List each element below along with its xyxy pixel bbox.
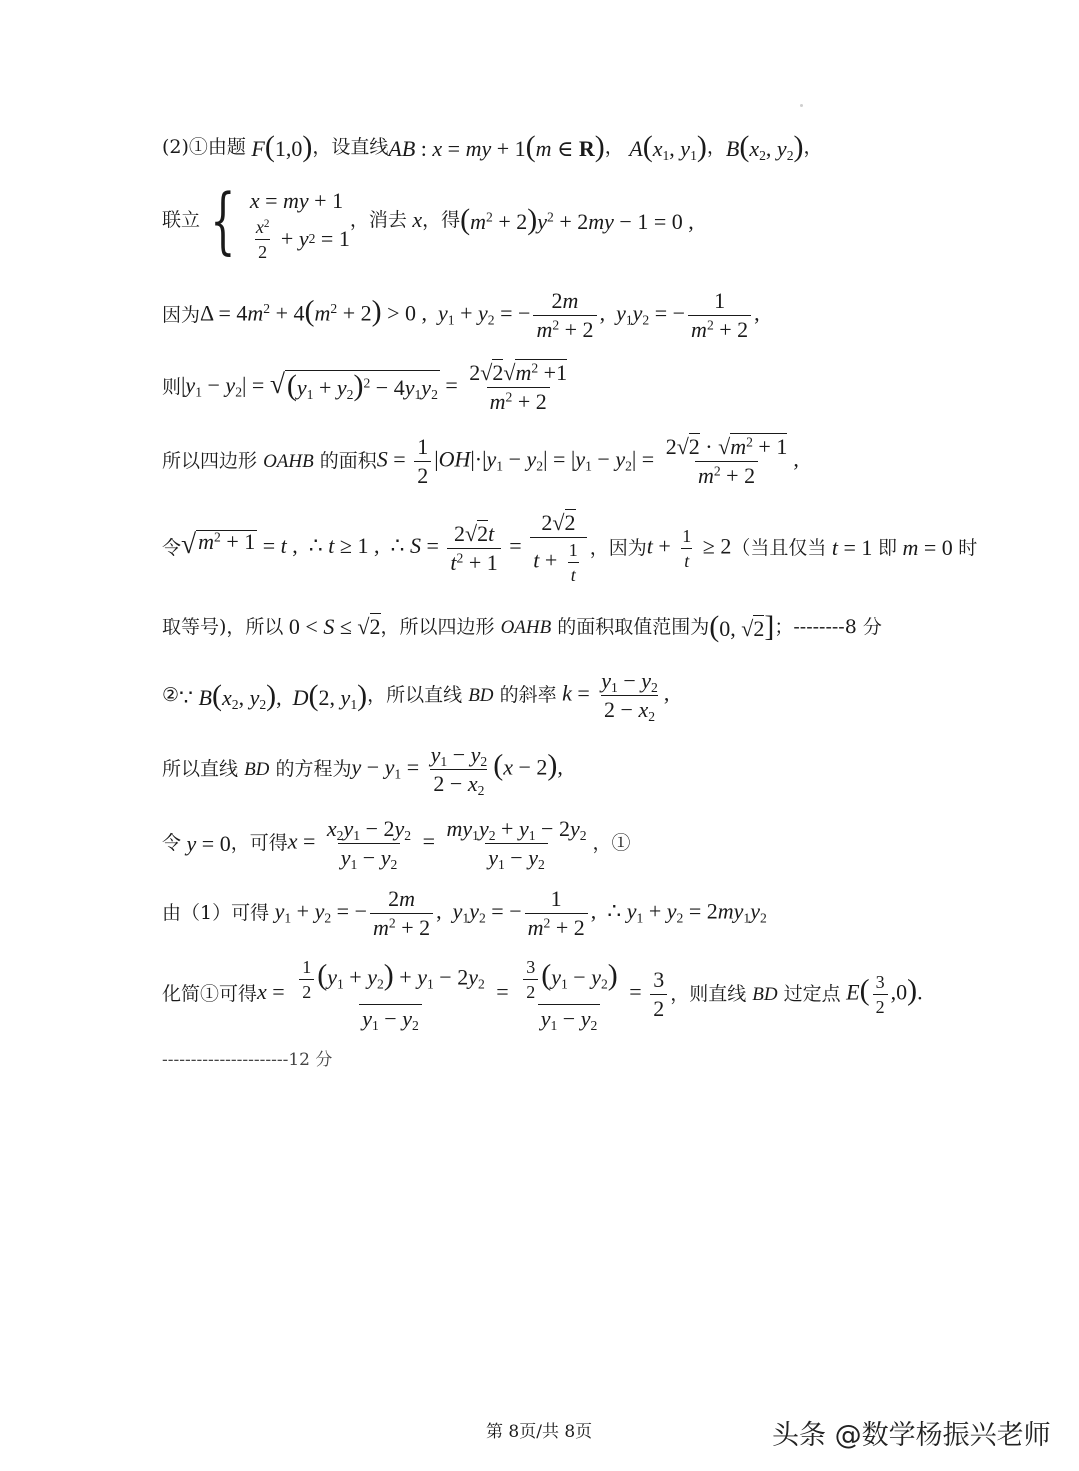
line-13: ----------------------12 分 <box>162 1050 333 1070</box>
line-12: 化简①可得 x = $\frac{1}{2}$ $(y_1 + y_2) + y_1 - 2y_2$ $y_1 - y_2$ = $\frac{3}{2}$ $(y_1 - y_2)$ $y_1 - y_2$ = $\frac{3}{2}$ ，则直线 BD 过定点 E( $\frac{3}{2}$ ,0). <box>162 957 923 1034</box>
line-6: 令 √ $m^2 + 1$ = t , ∴ t ≥ 1 , ∴ S = $\frac{2√2t}{t^2 + 1}$ = 2√2 t + $\frac{1}{t}$ ，因为 t + $\frac{1}{t}$ ≥ 2 （当且仅当 t = 1 即 m = 0 时 <box>162 510 978 585</box>
line-10: 令 y = 0 ，可得 x = $\frac{x_2y_1 - 2y_2}{y_1 - y_2}$ = $\frac{my_1y_2 + y_1 - 2y_2}{y_1 - y_2}$ ，① <box>162 816 631 873</box>
line-1: (2)①由题 F(1,0) ，设直线 AB : x = my + 1(m ∈ R) ， $A(x_1$, $y_1$) ， $B(x_2$, $y_2$) ， <box>162 130 823 164</box>
line-4: 则 $|y_1 - y_2|$ = √ $(y_1 + y_2)^2 - 4y_1y_2$ = $\frac{2√2√m^2 +1}{m^2 + 2}$ <box>162 360 568 414</box>
line-3: 因为 $\Delta = 4m^2 + 4(m^2 + 2) > 0$ , $y_1 + y_2$ = − $\frac{2m}{m^2 + 2}$ , $y_1y_2$ = − $\frac{1}{m^2 + 2}$ , <box>162 288 760 342</box>
line-5: 所以四边形 OAHB 的面积 S = $\frac{1}{2}$ $|OH|\cdot|y_1 - y_2| = |y_1 - y_2|$ = $\frac{2√2 \cdot √m^2 + 1}{m^2 + 2}$ , <box>162 434 799 488</box>
line-11: 由（1）可得 $y_1 + y_2$ = − $\frac{2m}{m^2 + 2}$ , $y_1y_2$ = − $\frac{1}{m^2 + 2}$ , ∴ $y_1 + y_2 = 2my_1y_2$ <box>162 886 767 940</box>
line-7: 取等号)，所以 0 < S ≤ √2 ，所以四边形 OAHB 的面积取值范围为 (0, √2] ；--------8 分 <box>162 610 882 643</box>
speck <box>800 104 803 107</box>
page-number: 第 8页/共 8页 <box>486 1422 593 1442</box>
line-9: 所以直线 BD 的方程为 $y - y_1$ = $\frac{y_1 - y_2}{2 - x_2}$ (x − 2), <box>162 742 563 799</box>
line-8: ② ∵ $B(x_2$, $y_2$), D(2, $y_1$) ，所以直线 BD 的斜率 k = $\frac{y_1 - y_2}{2 - x_2}$ , <box>162 668 670 725</box>
watermark: 头条 @数学杨振兴老师 <box>772 1420 1051 1451</box>
line-2: 联立 { x = my + 1 $\frac{x^2}{2}$ + y 2 = 1 ，消去 x ，得 $(m^2 + 2)y^2 + 2my - 1 = 0$ , <box>162 178 694 262</box>
